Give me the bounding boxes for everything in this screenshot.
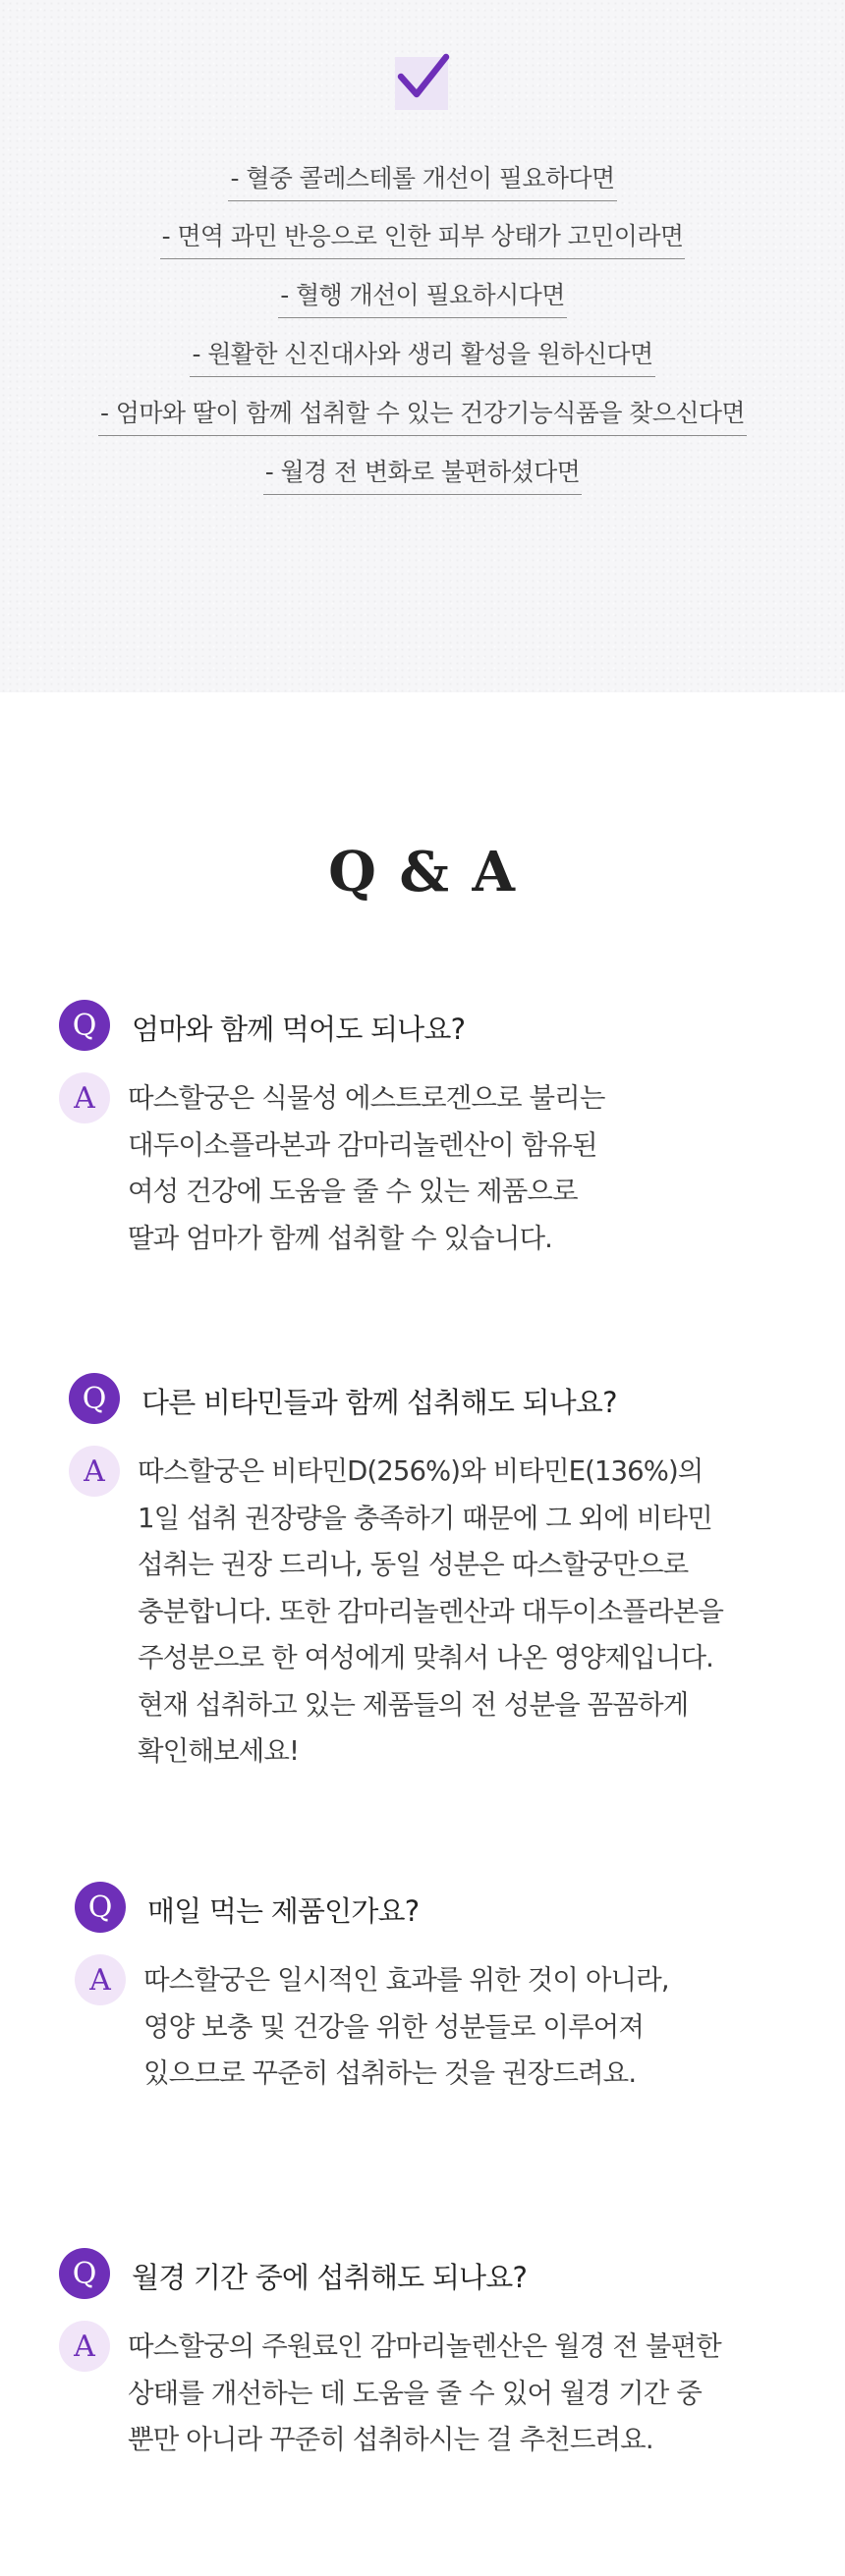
answer-text: 따스할궁의 주원료인 감마리놀렌산은 월경 전 불편한 상태를 개선하는 데 도움을 줄 수 있어 월경 기간 중 뿐만 아니라 꾸준히 섭취하시는 걸 추천드려요. [128, 2330, 721, 2455]
answer-marker: A [69, 1446, 120, 1497]
question-marker: Q [75, 1882, 126, 1933]
question-text: 매일 먹는 제품인가요? [147, 1894, 420, 1928]
question-marker: Q [69, 1373, 120, 1424]
answer-marker: A [75, 1954, 126, 2005]
question-text: 월경 기간 중에 섭취해도 되나요? [132, 2261, 528, 2294]
checkmark-badge [395, 57, 448, 110]
answer-marker: A [59, 2321, 110, 2372]
benefit-item: - 엄마와 딸이 함께 섭취할 수 있는 건강기능식품을 찾으신다면 [0, 394, 845, 436]
question-marker: Q [59, 1000, 110, 1051]
benefit-item: - 원활한 신진대사와 생리 활성을 원하신다면 [0, 335, 845, 377]
benefit-item: - 혈행 개선이 필요하시다면 [0, 276, 845, 318]
qa-title: Q & A [328, 840, 517, 904]
answer-marker: A [59, 1072, 110, 1124]
checkmark-icon [393, 47, 452, 106]
benefit-item: - 월경 전 변화로 불편하셨다면 [0, 453, 845, 495]
answer-text: 따스할궁은 일시적인 효과를 위한 것이 아니라, 영양 보충 및 건강을 위한 성분들로 이루어져 있으므로 꾸준히 섭취하는 것을 권장드려요. [143, 1964, 669, 2089]
question-text: 엄마와 함께 먹어도 되나요? [132, 1013, 466, 1046]
benefit-item: - 면역 과민 반응으로 인한 피부 상태가 고민이라면 [0, 217, 845, 259]
answer-text: 따스할궁은 비타민D(256%)와 비타민E(136%)의 1일 섭취 권장량을 충족하기 때문에 그 외에 비타민 섭취는 권장 드리나, 동일 성분은 따스할궁만으로 충분합니다. 또한 감마리놀렌산과 대두이소플라본을 주성분으로 한 여성에게 맞춰서 나온 영양제입니다. 현재 섭취하고 있는 제품들의 전 성분을 꼼꼼하게 확인해보세요! [138, 1455, 723, 1767]
question-marker: Q [59, 2248, 110, 2299]
benefits-section [0, 0, 845, 692]
benefit-item: - 혈중 콜레스테롤 개선이 필요하다면 [0, 159, 845, 201]
answer-text: 따스할궁은 식물성 에스트로겐으로 불리는 대두이소플라본과 감마리놀렌산이 함유된 여성 건강에 도움을 줄 수 있는 제품으로 딸과 엄마가 함께 섭취할 수 있습니다. [128, 1082, 605, 1254]
question-text: 다른 비타민들과 함께 섭취해도 되나요? [141, 1386, 617, 1419]
